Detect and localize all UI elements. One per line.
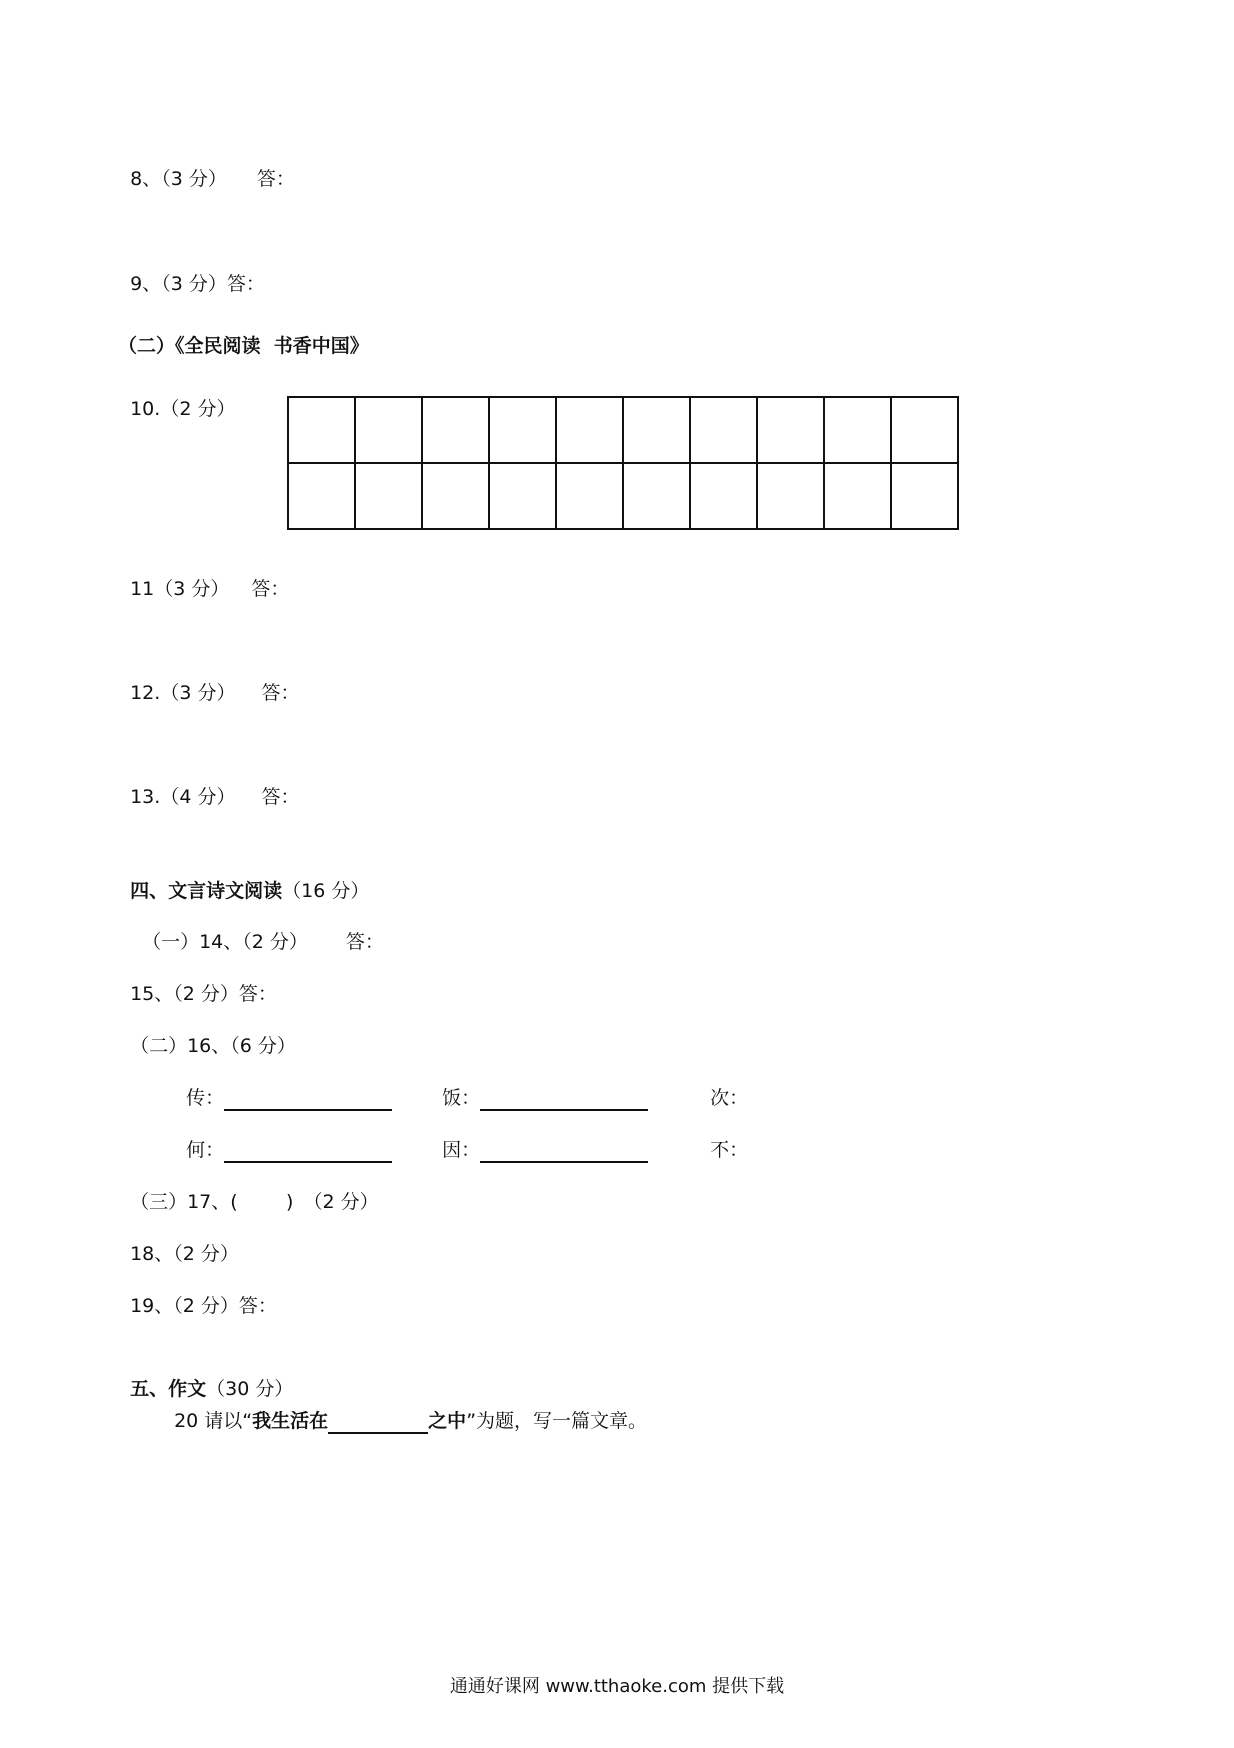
grid-cell[interactable] [489,463,556,529]
grid-row [288,397,958,463]
essay-instruction: ”为题，写一篇文章。 [466,1410,648,1432]
question-14 [130,903,384,955]
question-19 [118,1267,277,1319]
section-5-score: （30 分） [206,1378,294,1400]
answer-paren[interactable]: ( ) [230,1191,294,1213]
grid-cell[interactable] [556,397,623,463]
section-4-heading [118,852,369,904]
question-9 [118,245,265,297]
question-15 [118,955,277,1007]
word-label: 传： [186,1087,225,1109]
question-number: 12. [130,682,161,704]
answer-label: 答： [238,983,277,1005]
section-5-title: 五、作文 [130,1378,207,1400]
grid-cell[interactable] [288,397,355,463]
question-16 [118,1007,296,1059]
question-score: （6 分） [230,1035,296,1057]
question-number: （一）14、 [142,931,243,953]
word-ci [698,1059,748,1111]
grid-cell[interactable] [288,463,355,529]
grid-cell[interactable] [824,397,891,463]
question-number: 20 请以“ [174,1410,253,1432]
answer-label: 答： [251,578,290,600]
question-number: 10. [130,398,161,420]
word-label: 不： [710,1139,749,1161]
essay-title-end: 之中 [428,1410,467,1432]
fill-blank[interactable] [480,1141,648,1163]
question-number: 9、 [130,273,162,295]
answer-label: 答： [226,273,265,295]
question-score: （4 分） [160,786,236,808]
answer-label: 答： [261,682,300,704]
question-number: 19、 [130,1295,174,1317]
grid-cell[interactable] [422,463,489,529]
grid-cell[interactable] [422,397,489,463]
question-10 [118,370,235,422]
question-number: 8、 [130,168,162,190]
question-score: （2 分） [242,931,308,953]
question-number: 13. [130,786,161,808]
question-8 [118,140,295,192]
answer-label: 答： [345,931,384,953]
fill-blank[interactable] [224,1089,392,1111]
grid-cell[interactable] [489,397,556,463]
question-score: （2 分） [173,983,239,1005]
fill-blank[interactable] [224,1141,392,1163]
essay-title-blank[interactable] [328,1412,428,1434]
question-score: （2 分） [160,398,236,420]
grid-cell[interactable] [891,463,958,529]
grid-cell[interactable] [690,397,757,463]
essay-title-start: 我生活在 [252,1410,329,1432]
question-score: （2 分） [173,1295,239,1317]
question-18 [118,1215,239,1267]
grid-cell[interactable] [355,397,422,463]
grid-cell[interactable] [824,463,891,529]
answer-label: 答： [238,1295,277,1317]
question-score: （2 分） [173,1243,239,1265]
page-footer: 通通好课网 www.tthaoke.com 提供下载 [449,1676,785,1697]
section-2-title: （二）《全民阅读 书香中国》 [118,335,369,357]
question-score: （3 分） [161,168,227,190]
grid-cell[interactable] [556,463,623,529]
question-score: （2 分） [303,1191,379,1213]
grid-cell[interactable] [355,463,422,529]
section-4-score: （16 分） [282,880,370,902]
grid-cell[interactable] [690,463,757,529]
word-label: 次： [710,1087,749,1109]
word-he [174,1111,392,1163]
answer-label: 答： [256,168,295,190]
question-score: （3 分） [160,682,236,704]
question-number: （二）16、 [130,1035,231,1057]
answer-label: 答： [261,786,300,808]
question-13 [118,758,299,810]
grid-cell[interactable] [757,397,824,463]
section-4-title: 四、文言诗文阅读 [130,880,283,902]
word-label: 因： [442,1139,481,1161]
grid-cell[interactable] [757,463,824,529]
word-bu [698,1111,748,1163]
question-12 [118,654,299,706]
grid-cell[interactable] [623,397,690,463]
question-17 [118,1163,379,1215]
answer-grid [287,396,959,530]
grid-cell[interactable] [891,397,958,463]
word-label: 饭： [442,1087,481,1109]
word-yin [430,1111,648,1163]
question-11 [118,550,289,602]
word-chuan [174,1059,392,1111]
question-score: （3 分） [161,273,227,295]
question-number: 11 [130,578,155,600]
word-label: 何： [186,1139,225,1161]
question-number: 18、 [130,1243,174,1265]
grid-row [288,463,958,529]
word-fan [430,1059,648,1111]
fill-blank[interactable] [480,1089,648,1111]
question-number: （三）17、 [130,1191,231,1213]
question-score: （3 分） [154,578,230,600]
question-number: 15、 [130,983,174,1005]
question-20 [162,1382,647,1434]
grid-cell[interactable] [623,463,690,529]
